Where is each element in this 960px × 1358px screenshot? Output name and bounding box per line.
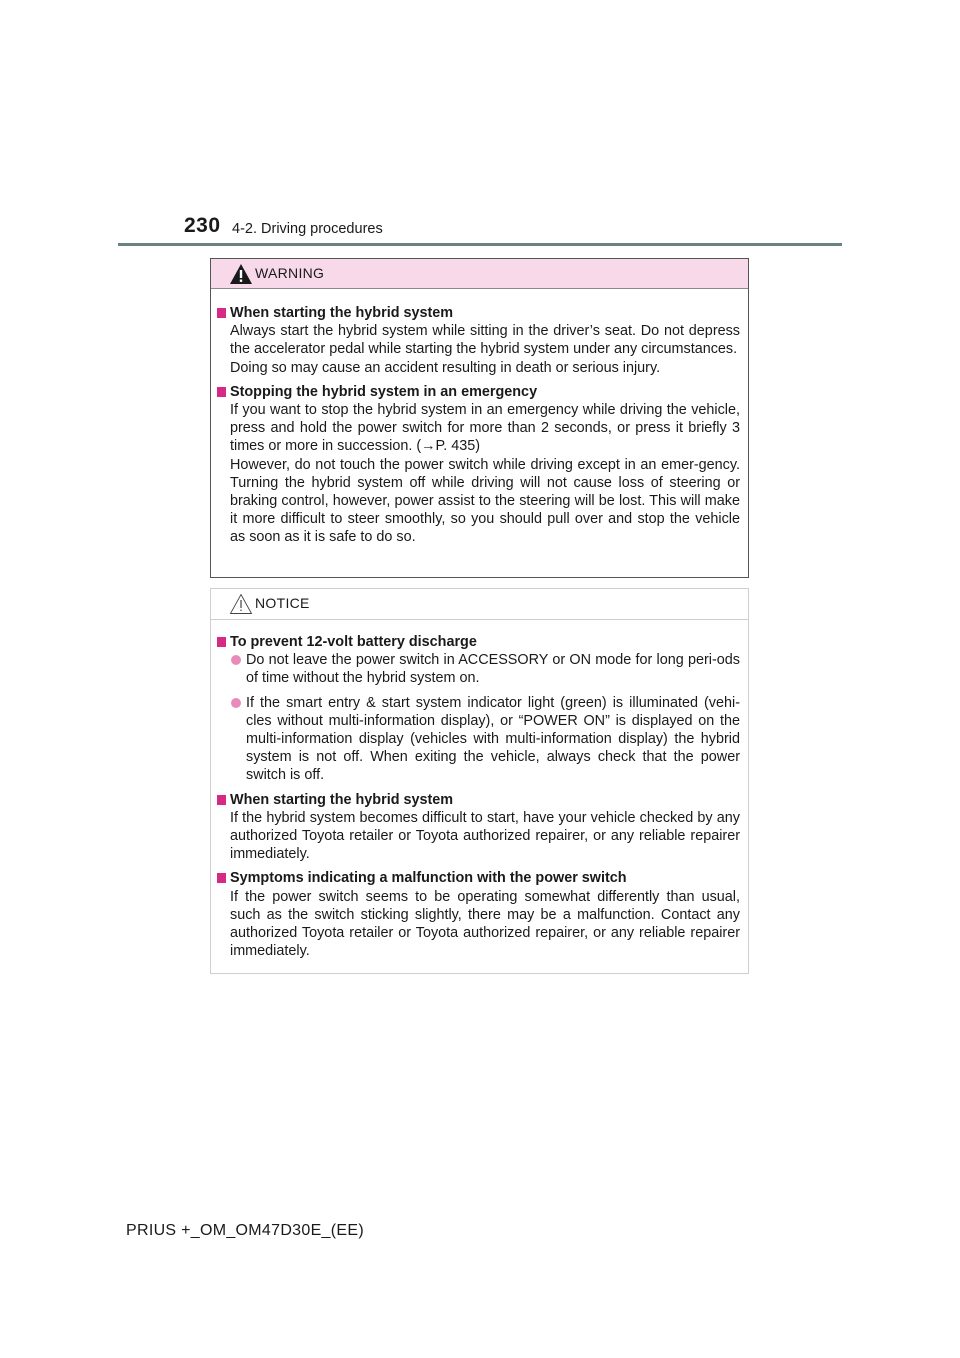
warning-box (210, 258, 749, 578)
notice-item-title: Symptoms indicating a malfunction with the power switch (217, 869, 740, 887)
document-code: PRIUS +_OM_OM47D30E_(EE) (126, 1222, 364, 1239)
notice-header (211, 589, 748, 620)
notice-item-text: If the power switch seems to be operating somewhat differently than usual, such as the switch sticking slightly, there may be a malfunction. Contact any authorized Toyota retailer or Toyota authorized repairer, or any reliable repairer immediately. (230, 888, 740, 960)
notice-item-text: If the hybrid system becomes difficult to start, have your vehicle checked by any authorized Toyota retailer or Toyota authorized repairer, or any reliable repairer immediately. (230, 809, 740, 863)
page-header (0, 0, 960, 250)
notice-body (211, 620, 748, 960)
square-bullet-icon (217, 795, 226, 805)
warning-item-text: Always start the hybrid system while sitting in the driver’s seat. Do not depress the accelerator pedal while starting the hybrid system under any circumstances. Doing so may cause an accident resulting in death or serious injury. (230, 323, 740, 376)
circle-bullet-icon (231, 698, 241, 708)
page-number: 230 (184, 214, 221, 237)
square-bullet-icon (217, 387, 226, 397)
warning-triangle-icon (229, 263, 253, 285)
warning-item-title: When starting the hybrid system (217, 304, 740, 322)
square-bullet-icon (217, 873, 226, 883)
notice-bullet: If the smart entry & start system indicator light (green) is illuminated (vehi-cles without multi-information display), or “POWER ON” is displayed on the multi-information display (vehicles with multi-information display) the hybrid system is not off. When exiting the vehicle, always check that the power switch is off. (217, 694, 740, 785)
header-rule (118, 243, 842, 246)
warning-body (211, 289, 748, 547)
notice-item-title: When starting the hybrid system (217, 791, 740, 809)
warning-item-title: Stopping the hybrid system in an emergency (217, 383, 740, 401)
section-title: 4-2. Driving procedures (232, 221, 383, 237)
notice-bullet: Do not leave the power switch in ACCESSORY or ON mode for long peri-ods of time without the hybrid system on. (217, 651, 740, 687)
square-bullet-icon (217, 637, 226, 647)
warning-item-text: If you want to stop the hybrid system in an emergency while driving the vehicle, press and hold the power switch for more than 2 seconds, or press it briefly 3 times or more in succession. (→P. 435) However, do not touch the power switch while driving except in an emer-gency. Turning the hybrid system off while driving will not cause loss of steering or braking control, however, power assist to the steering will be lost. This will make it more difficult to steer smoothly, so you should pull over and stop the vehicle as soon as it is safe to do so. (230, 402, 740, 546)
square-bullet-icon (217, 308, 226, 318)
notice-label: NOTICE (255, 595, 310, 611)
circle-bullet-icon (231, 655, 241, 665)
notice-triangle-icon (229, 593, 253, 615)
warning-header (211, 259, 748, 289)
notice-item-title: To prevent 12-volt battery discharge (217, 633, 740, 651)
notice-box (210, 588, 749, 974)
warning-label: WARNING (255, 265, 325, 281)
